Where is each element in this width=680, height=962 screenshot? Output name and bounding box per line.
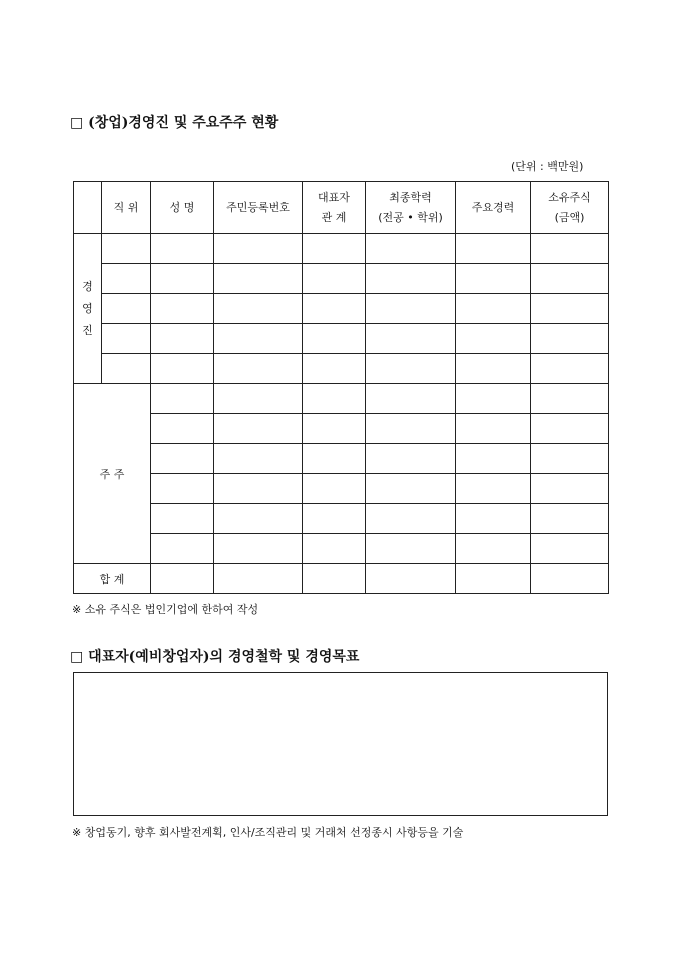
table-cell[interactable] bbox=[456, 384, 531, 414]
table-cell[interactable] bbox=[456, 264, 531, 294]
table-row bbox=[74, 474, 609, 504]
shareholders-group-label: 주 주 bbox=[74, 384, 151, 564]
table-cell[interactable] bbox=[456, 414, 531, 444]
section-title-philosophy bbox=[70, 646, 359, 666]
table-cell[interactable] bbox=[151, 294, 214, 324]
header-education bbox=[366, 182, 456, 234]
table-cell[interactable] bbox=[303, 414, 366, 444]
table-cell[interactable] bbox=[151, 324, 214, 354]
table-cell[interactable] bbox=[214, 354, 303, 384]
header-shares-line2: (금액) bbox=[554, 210, 585, 224]
table-cell[interactable] bbox=[456, 564, 531, 594]
header-education-line1: 최종학력 bbox=[389, 190, 432, 204]
table-cell[interactable] bbox=[303, 264, 366, 294]
table-cell[interactable] bbox=[456, 474, 531, 504]
table-cell[interactable] bbox=[214, 234, 303, 264]
management-char: 영 bbox=[82, 301, 93, 315]
table-cell[interactable] bbox=[102, 264, 151, 294]
table-cell[interactable] bbox=[456, 324, 531, 354]
table-cell[interactable] bbox=[531, 414, 609, 444]
table-row bbox=[74, 264, 609, 294]
table-cell[interactable] bbox=[151, 264, 214, 294]
table-cell[interactable] bbox=[303, 444, 366, 474]
table-cell[interactable] bbox=[531, 324, 609, 354]
table-row bbox=[74, 444, 609, 474]
table-cell[interactable] bbox=[366, 384, 456, 414]
table-cell[interactable] bbox=[303, 384, 366, 414]
section-title-management bbox=[70, 112, 278, 132]
table-cell[interactable] bbox=[531, 354, 609, 384]
table-cell[interactable] bbox=[303, 354, 366, 384]
table-cell[interactable] bbox=[366, 444, 456, 474]
table-cell[interactable] bbox=[366, 534, 456, 564]
table-cell[interactable] bbox=[151, 534, 214, 564]
table-cell[interactable] bbox=[303, 294, 366, 324]
table-cell[interactable] bbox=[151, 354, 214, 384]
table-cell[interactable] bbox=[303, 234, 366, 264]
table-cell[interactable] bbox=[214, 534, 303, 564]
total-row bbox=[74, 564, 609, 594]
table-cell[interactable] bbox=[303, 504, 366, 534]
table-cell[interactable] bbox=[303, 324, 366, 354]
table-header-row bbox=[74, 182, 609, 234]
philosophy-textbox[interactable] bbox=[73, 672, 608, 816]
table-cell[interactable] bbox=[456, 294, 531, 324]
table-cell[interactable] bbox=[456, 234, 531, 264]
header-shares bbox=[531, 182, 609, 234]
table-cell[interactable] bbox=[151, 234, 214, 264]
table-cell[interactable] bbox=[531, 384, 609, 414]
table-row bbox=[74, 414, 609, 444]
table-cell[interactable] bbox=[214, 564, 303, 594]
table-cell[interactable] bbox=[531, 504, 609, 534]
table-cell[interactable] bbox=[151, 384, 214, 414]
section-title-text: 대표자(예비창업자)의 경영철학 및 경영목표 bbox=[88, 649, 360, 665]
table-row bbox=[74, 324, 609, 354]
table-cell[interactable] bbox=[456, 444, 531, 474]
table-cell[interactable] bbox=[531, 474, 609, 504]
table-cell[interactable] bbox=[214, 504, 303, 534]
table-cell[interactable] bbox=[366, 414, 456, 444]
table-cell[interactable] bbox=[102, 324, 151, 354]
table-cell[interactable] bbox=[214, 294, 303, 324]
table-row bbox=[74, 354, 609, 384]
table-row bbox=[74, 504, 609, 534]
table-row bbox=[74, 534, 609, 564]
table-cell[interactable] bbox=[151, 474, 214, 504]
header-position: 직 위 bbox=[102, 182, 151, 234]
table-cell[interactable] bbox=[456, 534, 531, 564]
table-cell[interactable] bbox=[366, 294, 456, 324]
table-cell[interactable] bbox=[151, 414, 214, 444]
header-career: 주요경력 bbox=[456, 182, 531, 234]
checkbox-square-icon: □ bbox=[70, 649, 84, 665]
table-cell[interactable] bbox=[214, 384, 303, 414]
header-shares-line1: 소유주식 bbox=[548, 190, 591, 204]
total-label: 합 계 bbox=[74, 564, 151, 594]
table-cell[interactable] bbox=[366, 564, 456, 594]
header-blank bbox=[74, 182, 102, 234]
table-cell[interactable] bbox=[366, 354, 456, 384]
table-row bbox=[74, 234, 609, 264]
header-relation-line1: 대표자 bbox=[318, 190, 350, 204]
table-cell[interactable] bbox=[366, 504, 456, 534]
header-relation-line2: 관 계 bbox=[321, 210, 347, 224]
section-title-text: (창업)경영진 및 주요주주 현황 bbox=[88, 115, 279, 131]
table-cell[interactable] bbox=[102, 294, 151, 324]
unit-label: (단위 : 백만원) bbox=[511, 160, 584, 173]
table-row bbox=[74, 294, 609, 324]
table-cell[interactable] bbox=[456, 504, 531, 534]
shares-footnote: ※ 소유 주식은 법인기업에 한하여 작성 bbox=[72, 603, 259, 616]
table-cell[interactable] bbox=[151, 504, 214, 534]
header-relation bbox=[303, 182, 366, 234]
table-cell[interactable] bbox=[214, 474, 303, 504]
table-cell[interactable] bbox=[531, 264, 609, 294]
table-cell[interactable] bbox=[151, 444, 214, 474]
table-cell[interactable] bbox=[531, 564, 609, 594]
table-cell[interactable] bbox=[303, 564, 366, 594]
management-shareholders-table bbox=[73, 181, 609, 594]
table-cell[interactable] bbox=[531, 534, 609, 564]
table-cell[interactable] bbox=[303, 474, 366, 504]
management-char: 경 bbox=[82, 279, 93, 293]
table-cell[interactable] bbox=[366, 474, 456, 504]
checkbox-square-icon: □ bbox=[70, 115, 84, 131]
management-char: 진 bbox=[82, 323, 93, 337]
table-cell[interactable] bbox=[214, 324, 303, 354]
table-cell[interactable] bbox=[151, 564, 214, 594]
table-cell[interactable] bbox=[214, 444, 303, 474]
table-cell[interactable] bbox=[214, 264, 303, 294]
table-cell[interactable] bbox=[102, 234, 151, 264]
table-cell[interactable] bbox=[303, 534, 366, 564]
table-cell[interactable] bbox=[456, 354, 531, 384]
table-cell[interactable] bbox=[102, 354, 151, 384]
table-cell[interactable] bbox=[366, 324, 456, 354]
header-name: 성 명 bbox=[151, 182, 214, 234]
table-cell[interactable] bbox=[531, 444, 609, 474]
table-cell[interactable] bbox=[531, 294, 609, 324]
table-cell[interactable] bbox=[531, 234, 609, 264]
table-row bbox=[74, 384, 609, 414]
table-cell[interactable] bbox=[366, 234, 456, 264]
table-cell[interactable] bbox=[214, 414, 303, 444]
table-cell[interactable] bbox=[366, 264, 456, 294]
header-id-number: 주민등록번호 bbox=[214, 182, 303, 234]
header-education-line2: (전공 • 학위) bbox=[378, 210, 443, 224]
management-group-label bbox=[74, 234, 102, 384]
philosophy-footnote: ※ 창업동기, 향후 회사발전계획, 인사/조직관리 및 거래처 선정종시 사항등을 기술 bbox=[72, 826, 464, 839]
